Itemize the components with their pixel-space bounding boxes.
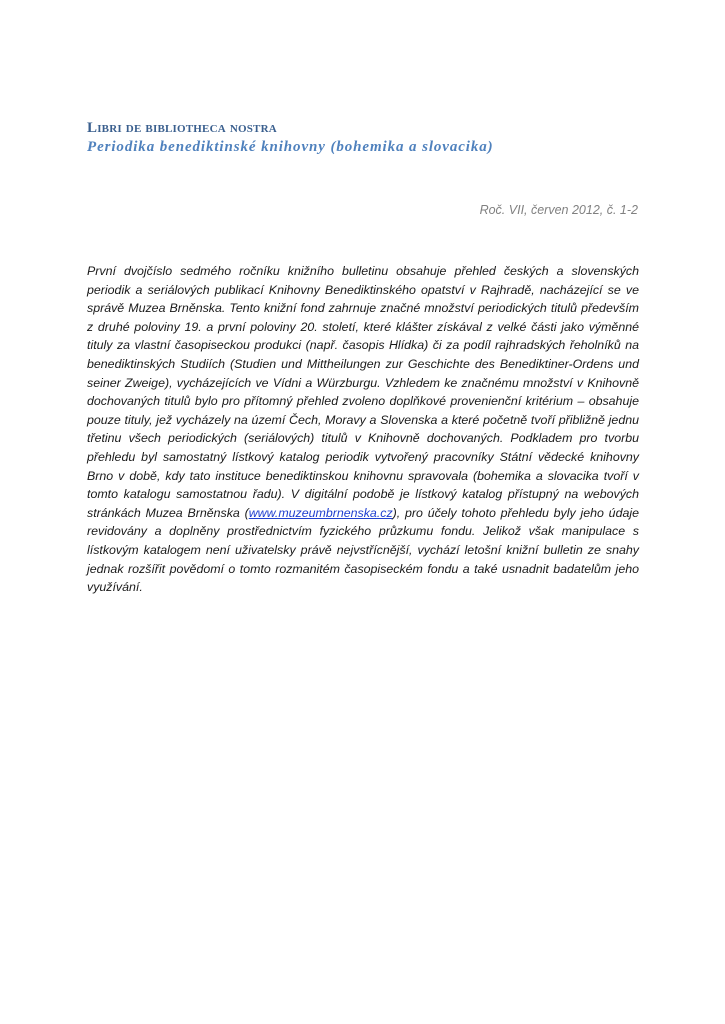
issue-info: Roč. VII, červen 2012, č. 1-2: [479, 203, 638, 217]
museum-website-link[interactable]: www.muzeumbrnenska.cz: [248, 505, 393, 520]
document-subtitle: Periodika benediktinské knihovny (bohemika a slovacika): [87, 139, 494, 155]
document-title: Libri de bibliotheca nostra: [87, 120, 277, 136]
paragraph-text-end: ), pro účely tohoto přehledu byly jeho údaje revidovány a doplněny prostřednictvím fyzického průzkumu fondu. Jelikož však manipulace s lístkovým katalogem není uživatelsky právě nejvstřícnější, vychází letošní knižní bulletin ze snahy jednak rozšířit povědomí o tomto rozmanitém časopiseckém fondu a také usnadnit badatelům jeho využívání.: [87, 505, 639, 595]
paragraph-text-start: První dvojčíslo sedmého ročníku knižního bulletinu obsahuje přehled českých a slovenských periodik a seriálových publikací Knihovny Benediktinského opatství v Rajhradě, nacházející se ve správě Muzea Brněnska. Tento knižní fond zahrnuje značné množství periodických titulů především z druhé poloviny 19. a první poloviny 20. století, které klášter získával z velké části jako výměnné tituly za vlastní časopiseckou produkci (např. časopis Hlídka) či za podíl rajhradských řeholníků na benediktinských Studiích (Studien und Mittheilungen zur Geschichte des Benediktiner-Ordens und seiner Zweige), vycházejících ve Vídni a Würzburgu. Vzhledem ke značnému množství v Knihovně dochovaných titulů bylo pro přítomný přehled zvoleno doplňkové provenienční kritérium – obsahuje pouze tituly, jež vycházely na území Čech, Moravy a Slovenska a které početně tvoří přibližně jednu třetinu všech periodických (seriálových) titulů v Knihovně dochovaných. Podkladem pro tvorbu přehledu byl samostatný lístkový katalog periodik vytvořený pracovníky Státní vědecké knihovny Brno v době, kdy tato instituce benediktinskou knihovnu spravovala (bohemika a slovacika tvoří v tomto katalogu samostatnou řadu). V digitální podobě je lístkový katalog přístupný na webových stránkách Muzea Brněnska (: [87, 264, 639, 520]
intro-paragraph: [87, 262, 639, 597]
